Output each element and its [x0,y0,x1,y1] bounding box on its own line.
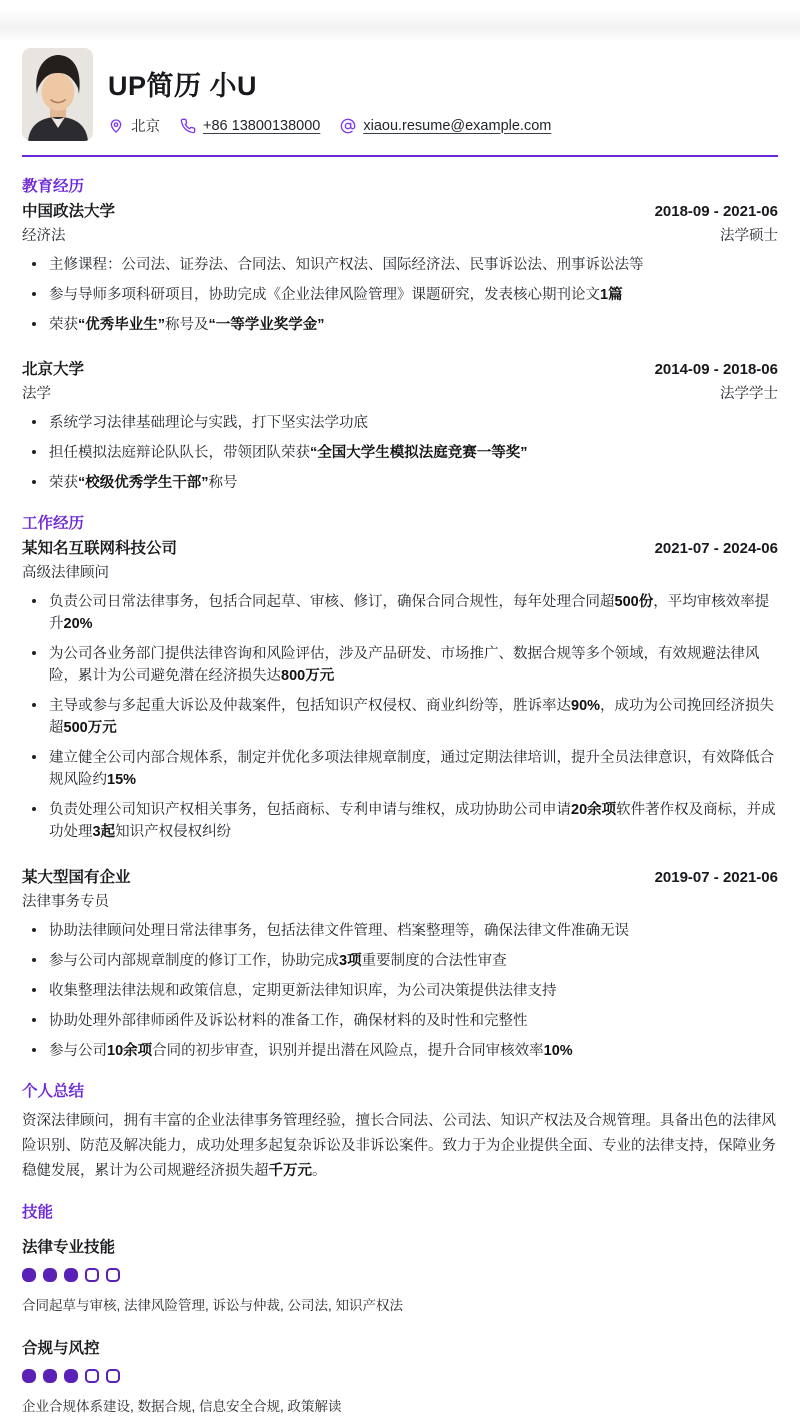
entry-header-row [22,357,778,379]
bullet-item: 收集整理法律法规和政策信息，定期更新法律知识库，为公司决策提供法律支持 [22,980,778,1002]
header-divider [22,155,778,157]
entry-subtitle-row [22,561,778,582]
location-item [108,115,160,136]
skill-dot-filled [64,1268,78,1282]
section-education [22,174,778,494]
location-text: 北京 [131,119,160,135]
skill-dot-empty [85,1268,99,1282]
bullet-item: 荣获“优秀毕业生”称号及“一等学业奖学金” [22,314,778,336]
entry-subtitle-left: 高级法律顾问 [22,565,109,582]
header-text-block [108,48,551,141]
entry-title: 某大型国有企业 [22,868,131,886]
entry-bullet-list [22,412,778,494]
entry-subtitle-left: 经济法 [22,228,66,244]
work-entry [22,865,778,1062]
education-entries [22,199,778,494]
bullet-item: 主修课程：公司法、证券法、合同法、知识产权法、国际经济法、民事诉讼法、刑事诉讼法等 [22,254,778,276]
work-entry [22,536,778,843]
skill-group-name: 合规与风控 [22,1340,100,1358]
education-section-title: 教育经历 [22,178,85,195]
skill-dot-filled [43,1369,57,1383]
entry-title: 中国政法大学 [22,203,116,220]
bullet-item: 参与导师多项科研项目，协助完成《企业法律风险管理》课题研究，发表核心期刊论文1篇 [22,284,778,306]
skill-groups [22,1235,778,1415]
skill-dot-empty [106,1268,120,1282]
skill-keywords: 企业合规体系建设, 数据合规, 信息安全合规, 政策解读 [22,1399,342,1415]
entry-subtitle-right: 法学硕士 [720,228,778,244]
entry-date-range: 2018-09 - 2021-06 [654,203,778,220]
entry-date-range: 2014-09 - 2018-06 [654,361,778,379]
skill-dot-filled [22,1369,36,1383]
email-link[interactable] [340,118,551,134]
bullet-item: 协助法律顾问处理日常法律事务，包括法律文件管理、档案整理等，确保法律文件准确无误 [22,920,778,942]
bullet-item: 担任模拟法庭辩论队队长，带领团队荣获“全国大学生模拟法庭竞赛一等奖” [22,442,778,464]
header [22,0,778,141]
contact-row [108,115,551,136]
entry-bullet-list [22,920,778,1062]
section-skills [22,1200,778,1415]
phone-icon [180,118,196,134]
summary-text: 资深法律顾问，拥有丰富的企业法律事务管理经验，擅长合同法、公司法、知识产权法及合规管理。具备出色的法律风险识别、防范及解决能力，成功处理多起复杂诉讼及非诉讼案件。致力于为企业提供全面、专业的法律支持，保障业务稳健发展，累计为公司规避经济损失超千万元。 [22,1112,776,1179]
entry-subtitle-left: 法律事务专员 [22,893,109,910]
skill-dot-filled [43,1268,57,1282]
entry-date-range: 2021-07 - 2024-06 [654,540,778,558]
skill-level-indicator [22,1268,778,1282]
skills-section-title: 技能 [22,1204,54,1222]
skill-group-name: 法律专业技能 [22,1239,116,1257]
section-summary [22,1079,778,1184]
skill-group [22,1336,778,1415]
entry-subtitle-row [22,382,778,403]
entry-subtitle-row [22,890,778,911]
education-entry [22,199,778,336]
at-sign-icon [340,118,356,134]
skill-dot-empty [85,1369,99,1383]
entry-date-range: 2019-07 - 2021-06 [654,868,778,886]
entry-header-row [22,199,778,221]
profile-photo-illustration [22,48,93,141]
entry-title: 北京大学 [22,361,85,379]
bullet-item: 负责公司日常法律事务，包括合同起草、审核、修订，确保合同合规性，每年处理合同超500份，平均审核效率提升20% [22,591,778,635]
skill-dot-empty [106,1369,120,1383]
bullet-item: 主导或参与多起重大诉讼及仲裁案件，包括知识产权侵权、商业纠纷等，胜诉率达90%，成功为公司挽回经济损失超500万元 [22,695,778,739]
bullet-item: 建立健全公司内部合规体系，制定并优化多项法律规章制度，通过定期法律培训，提升全员法律意识，有效降低合规风险约15% [22,747,778,791]
summary-section-title: 个人总结 [22,1082,85,1100]
work-section-title: 工作经历 [22,515,85,533]
entry-subtitle-right: 法学学士 [720,386,778,403]
bullet-item: 为公司各业务部门提供法律咨询和风险评估，涉及产品研发、市场推广、数据合规等多个领域，有效规避法律风险，累计为公司避免潜在经济损失达800万元 [22,643,778,687]
phone-text: +86 13800138000 [203,117,321,134]
profile-photo [22,48,93,141]
section-work [22,511,778,1061]
entry-header-row [22,536,778,558]
skill-dot-filled [64,1369,78,1383]
skill-group [22,1235,778,1314]
entry-bullet-list [22,591,778,843]
skill-keywords: 合同起草与审核, 法律风险管理, 诉讼与仲裁, 公司法, 知识产权法 [22,1298,404,1314]
bullet-item: 负责处理公司知识产权相关事务，包括商标、专利申请与维权，成功协助公司申请20余项软件著作权及商标，并成功处理3起知识产权侵权纠纷 [22,799,778,843]
candidate-name: UP简历 小U [108,71,258,101]
skill-dot-filled [22,1268,36,1282]
entry-header-row [22,865,778,887]
entry-bullet-list [22,254,778,336]
entry-subtitle-row [22,224,778,245]
bullet-item: 参与公司10余项合同的初步审查，识别并提出潜在风险点，提升合同审核效率10% [22,1040,778,1062]
bullet-item: 系统学习法律基础理论与实践，打下坚实法学功底 [22,412,778,434]
bullet-item: 协助处理外部律师函件及诉讼材料的准备工作，确保材料的及时性和完整性 [22,1010,778,1032]
email-text: xiaou.resume@example.com [363,117,552,134]
education-entry [22,357,778,494]
skill-level-indicator [22,1369,778,1383]
bullet-item: 参与公司内部规章制度的修订工作，协助完成3项重要制度的合法性审查 [22,950,778,972]
phone-link[interactable] [180,118,320,134]
entry-title: 某知名互联网科技公司 [22,540,178,558]
bullet-item: 荣获“校级优秀学生干部”称号 [22,472,778,494]
entry-subtitle-left: 法学 [22,386,51,403]
location-pin-icon [108,118,124,134]
work-entries [22,536,778,1061]
